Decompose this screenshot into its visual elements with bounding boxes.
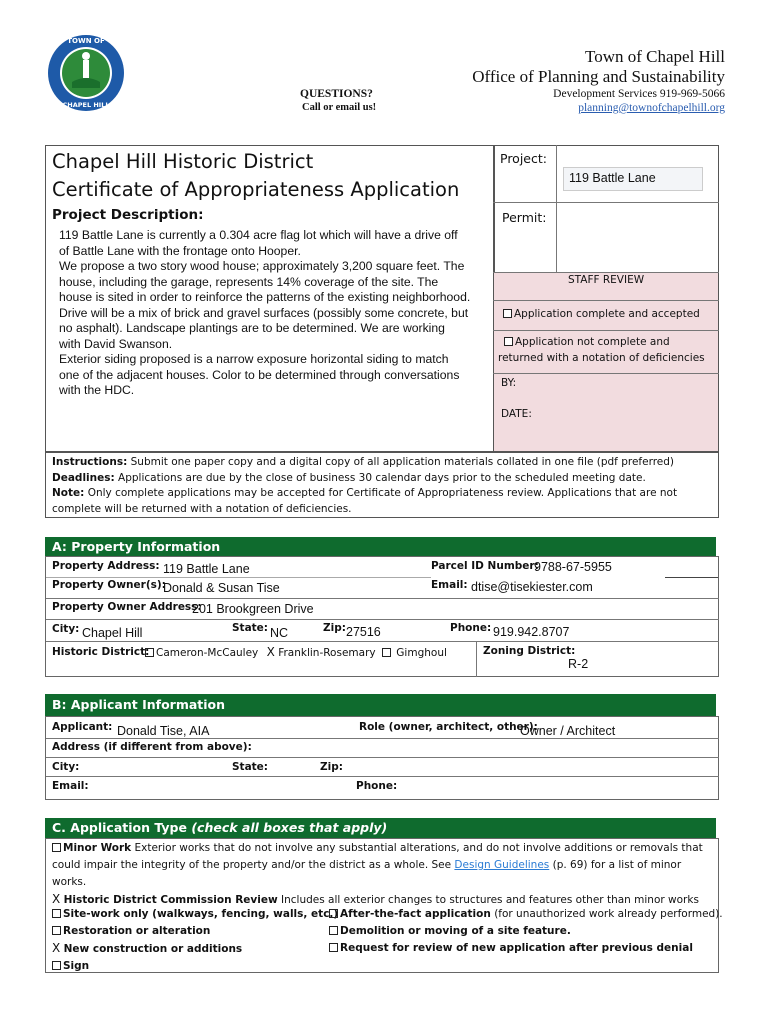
seal-text-bottom: CHAPEL HILL: [62, 101, 110, 109]
applicant-zip-label: Zip:: [320, 761, 343, 773]
desc-line: 119 Battle Lane is currently a 0.304 acre flag lot which will have a drive off: [59, 228, 458, 242]
owner-zip-value[interactable]: 27516: [346, 625, 381, 639]
owner-address-value[interactable]: 201 Brookgreen Drive: [192, 602, 314, 616]
applicant-city-label: City:: [52, 761, 80, 773]
restoration-label: Restoration or alteration: [63, 925, 211, 937]
owner-city-value[interactable]: Chapel Hill: [82, 626, 143, 640]
owners-label: Property Owner(s):: [52, 579, 166, 591]
instructions-text: Submit one paper copy and a digital copy of all application materials collated in one file (pdf preferred): [130, 456, 675, 468]
section-c-title-note: (check all boxes that apply): [191, 820, 388, 835]
review-after-denial-checkbox[interactable]: [329, 943, 338, 952]
by-label: BY:: [501, 377, 517, 389]
role-value[interactable]: Owner / Architect: [520, 724, 616, 738]
desc-line: Drive will be a mix of brick and gravel surfaces (possibly some concrete, but: [59, 305, 469, 320]
owner-email-value[interactable]: dtise@tisekiester.com: [471, 580, 593, 594]
project-field[interactable]: [563, 167, 703, 191]
applicant-address-label: Address (if different from above):: [52, 741, 252, 753]
property-address-label: Property Address:: [52, 560, 160, 572]
deadlines-label: Deadlines:: [52, 471, 115, 484]
application-options-right: [329, 906, 723, 957]
property-address-value[interactable]: 119 Battle Lane: [163, 562, 250, 576]
role-label: Role (owner, architect, other):: [359, 721, 538, 733]
planning-email-link[interactable]: planning@townofchapelhill.org: [578, 102, 725, 114]
form-title-line2: Certificate of Appropriateness Application: [52, 178, 460, 201]
project-description-label: Project Description:: [52, 207, 204, 223]
note-label: Note:: [52, 487, 85, 499]
not-complete-checkbox-row[interactable]: [504, 336, 670, 348]
zoning-label: Zoning District:: [483, 645, 576, 657]
new-construction-label: New construction or additions: [63, 943, 243, 955]
minor-work-option[interactable]: [52, 842, 131, 854]
minor-work-checkbox[interactable]: [52, 843, 61, 852]
section-a-header: A: Property Information: [45, 537, 716, 557]
after-the-fact-checkbox[interactable]: [329, 909, 338, 918]
desc-line: one of the adjacent houses. Color to be determined through conversations: [59, 367, 460, 382]
parcel-label: Parcel ID Number:: [431, 560, 539, 572]
hdc-review-text: Includes all exterior changes to structures and features other than minor works: [281, 894, 699, 906]
demolition-checkbox[interactable]: [329, 926, 338, 935]
not-complete-label: Application not complete and: [515, 336, 670, 348]
desc-line: with David Swanson.: [59, 336, 173, 351]
design-guidelines-link[interactable]: Design Guidelines: [454, 859, 550, 871]
owner-city-label: City:: [52, 623, 80, 635]
application-options-left: [52, 906, 338, 975]
district-cameron-checkbox[interactable]: [145, 648, 154, 657]
hdc-review-check-mark: X: [52, 892, 61, 906]
town-seal-logo: [47, 34, 125, 112]
project-label: Project:: [500, 151, 547, 166]
hdc-review-option[interactable]: [52, 894, 278, 906]
project-description-text[interactable]: [59, 228, 494, 399]
restoration-checkbox[interactable]: [52, 926, 61, 935]
district-gimghoul-checkbox[interactable]: [382, 648, 391, 657]
after-the-fact-label: After-the-fact application: [340, 908, 491, 920]
instructions-line: [52, 455, 677, 517]
parcel-value[interactable]: 9788-67-5955: [534, 560, 612, 574]
sign-checkbox[interactable]: [52, 961, 61, 970]
district-franklin-option[interactable]: [267, 647, 376, 659]
note-text-2: complete will be returned with a notation of deficiencies.: [52, 502, 352, 515]
owner-phone-label: Phone:: [450, 622, 492, 634]
restoration-option[interactable]: [52, 923, 338, 940]
seal-text-top: TOWN OF: [67, 37, 105, 45]
applicant-phone-label: Phone:: [356, 780, 398, 792]
after-the-fact-note: (for unauthorized work already performed).: [494, 908, 723, 920]
owner-zip-label: Zip:: [323, 622, 346, 634]
desc-line: no asphalt). Landscape plantings are to be determined. We are working: [59, 321, 445, 335]
office-name: Office of Planning and Sustainability: [472, 67, 725, 86]
instructions-label: Instructions:: [52, 456, 128, 468]
sign-label: Sign: [63, 960, 90, 972]
demolition-label: Demolition or moving of a site feature.: [340, 925, 571, 937]
minor-work-label: Minor Work: [63, 842, 132, 854]
desc-line: Exterior siding proposed is a narrow exposure horizontal siding to match: [59, 352, 449, 366]
desc-line: We propose a two story wood house; approximately 3,200 square feet. The: [59, 259, 465, 273]
demolition-option[interactable]: [329, 923, 723, 940]
questions-heading: QUESTIONS?: [300, 88, 373, 100]
owner-email-label: Email:: [431, 579, 468, 591]
desc-line: of Battle Lane with the frontage onto Hooper.: [59, 243, 301, 258]
desc-line: house is sited in order to reinforce the patterns of the existing neighborhood.: [59, 290, 471, 304]
staff-review-label: STAFF REVIEW: [568, 274, 645, 286]
complete-label: Application complete and accepted: [514, 308, 700, 320]
district-cameron-option[interactable]: [145, 647, 258, 659]
district-franklin-label: Franklin-Rosemary: [278, 647, 376, 659]
minor-work-text-3: (p. 69) for a list of minor works.: [52, 859, 682, 888]
district-cameron-label: Cameron-McCauley: [156, 647, 259, 659]
site-work-label: Site-work only (walkways, fencing, walls, etc.): [63, 908, 339, 920]
district-gimghoul-option[interactable]: [382, 647, 447, 659]
minor-work-text-2: could impair the integrity of the property and/or the district as a whole. See: [52, 859, 452, 871]
complete-checkbox-row[interactable]: [503, 308, 700, 320]
desc-line: house, including the garage, represents 14% coverage of the site. The: [59, 274, 439, 289]
new-construction-check-mark: X: [52, 941, 61, 955]
district-options: [145, 645, 447, 659]
form-title-line1: Chapel Hill Historic District: [52, 150, 314, 173]
section-b-header: B: Applicant Information: [45, 694, 716, 716]
owner-address-label: Property Owner Address:: [52, 601, 202, 613]
district-franklin-check-mark: X: [266, 645, 275, 659]
site-work-option[interactable]: [52, 906, 338, 923]
section-c-header: [45, 818, 716, 838]
zoning-value[interactable]: R-2: [568, 657, 589, 671]
call-email-text: Call or email us!: [302, 102, 377, 113]
review-after-denial-label: Request for review of new application after previous denial: [340, 942, 693, 954]
owner-state-label: State:: [232, 622, 269, 634]
minor-work-text-1: Exterior works that do not involve any substantial alterations, and do not involve additions or removals that: [134, 842, 703, 854]
org-name: Town of Chapel Hill: [585, 47, 725, 66]
sign-option[interactable]: [52, 958, 338, 975]
new-construction-option[interactable]: [52, 940, 338, 958]
historic-district-label: Historic District:: [52, 646, 150, 658]
section-c-title: C. Application Type: [52, 820, 187, 835]
deadlines-text: Applications are due by the close of business 30 calendar days prior to the scheduled meeting date.: [118, 471, 646, 484]
date-label: DATE:: [501, 408, 532, 420]
applicant-email-label: Email:: [52, 780, 89, 792]
site-work-checkbox[interactable]: [52, 909, 61, 918]
applicant-label: Applicant:: [52, 721, 113, 733]
owner-state-value[interactable]: NC: [270, 626, 289, 640]
not-complete-label-2: returned with a notation of deficiencies: [498, 352, 705, 364]
permit-label: Permit:: [502, 210, 547, 225]
note-text: Only complete applications may be accepted for Certificate of Appropriateness review. Applications that are not: [87, 487, 678, 499]
district-gimghoul-label: Gimghoul: [396, 647, 447, 659]
not-complete-checkbox[interactable]: [504, 337, 513, 346]
desc-line: with the HDC.: [59, 383, 135, 397]
applicant-value[interactable]: Donald Tise, AIA: [117, 724, 210, 738]
dev-services-phone: Development Services 919-969-5066: [553, 88, 725, 100]
hdc-review-label: Historic District Commission Review: [63, 894, 278, 906]
review-after-denial-option[interactable]: [329, 940, 723, 957]
applicant-state-label: State:: [232, 761, 269, 773]
owner-phone-value[interactable]: 919.942.8707: [493, 625, 570, 639]
minor-work-block: [52, 840, 716, 909]
owners-value[interactable]: Donald & Susan Tise: [163, 581, 280, 595]
after-the-fact-option[interactable]: [329, 906, 723, 923]
project-value: 119 Battle Lane: [569, 171, 656, 185]
complete-checkbox[interactable]: [503, 309, 512, 318]
